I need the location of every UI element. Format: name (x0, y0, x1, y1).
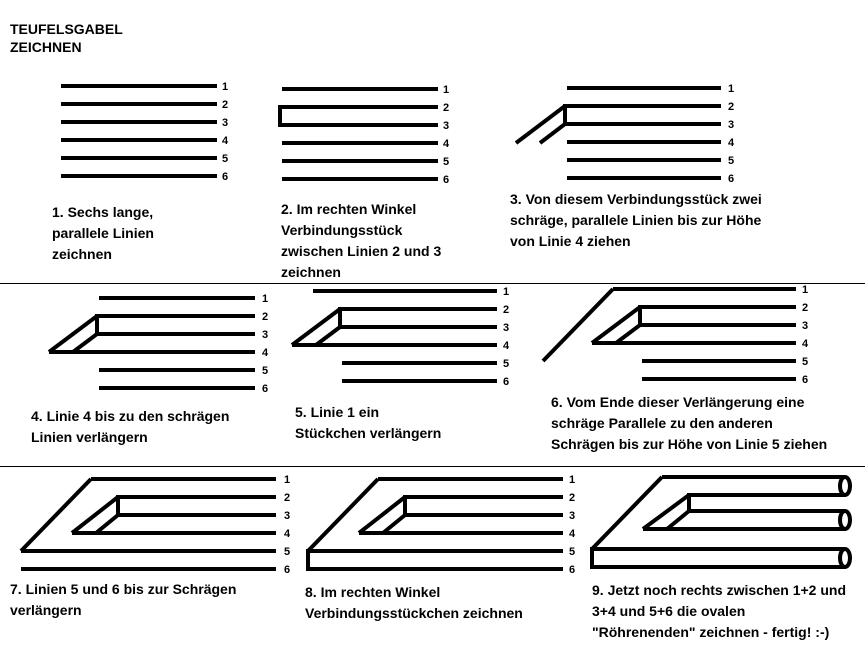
line-number-2: 2 (443, 102, 450, 114)
line-number-5: 5 (262, 365, 269, 377)
line-number-2: 2 (262, 311, 269, 323)
tube-end-upper (840, 477, 850, 495)
line-number-6: 6 (262, 383, 269, 395)
line-number-1: 1 (262, 293, 269, 305)
step-6-caption: 6. Vom Ende dieser Verlängerung eine schräge Parallele zu den anderen Schrägen bis zur Höhe von Linie 5 ziehen (551, 394, 828, 452)
line-number-5: 5 (569, 546, 576, 558)
line-number-3: 3 (284, 510, 291, 522)
line-number-5: 5 (728, 155, 735, 167)
line-number-1: 1 (443, 84, 450, 96)
line-number-1: 1 (503, 286, 510, 298)
line-number-3: 3 (503, 322, 510, 334)
step-9-caption: 9. Jetzt noch rechts zwischen 1+2 und 3+4 und 5+6 die ovalen "Röhrenenden" zeichnen - fertig! :-) (592, 582, 847, 640)
tube-end-middle (840, 511, 850, 529)
line-number-5: 5 (222, 153, 229, 165)
line-number-1: 1 (728, 83, 735, 95)
step-8-caption: 8. Im rechten Winkel Verbindungsstückchen zeichnen (305, 584, 523, 621)
line-number-6: 6 (569, 564, 576, 576)
step-2-caption: 2. Im rechten Winkel Verbindungsstück zwischen Linien 2 und 3 zeichnen (281, 201, 442, 280)
line-number-1: 1 (802, 284, 809, 296)
page-title: TEUFELSGABEL ZEICHNEN (10, 21, 123, 55)
line-number-4: 4 (569, 528, 576, 540)
line-number-2: 2 (284, 492, 291, 504)
line-number-3: 3 (262, 329, 269, 341)
line-number-4: 4 (503, 340, 510, 352)
line-number-4: 4 (222, 135, 229, 147)
line-number-4: 4 (728, 137, 735, 149)
line-number-2: 2 (503, 304, 510, 316)
step-5-caption: 5. Linie 1 ein Stückchen verlängern (295, 404, 442, 441)
line-number-4: 4 (802, 338, 809, 350)
line-number-3: 3 (443, 120, 450, 132)
line-number-3: 3 (222, 117, 229, 129)
line-number-3: 3 (728, 119, 735, 131)
line-number-5: 5 (443, 156, 450, 168)
line-number-6: 6 (728, 173, 735, 185)
line-number-4: 4 (443, 138, 450, 150)
line-number-1: 1 (569, 474, 576, 486)
line-number-6: 6 (443, 174, 450, 186)
line-number-5: 5 (284, 546, 291, 558)
step-7-caption: 7. Linien 5 und 6 bis zur Schrägen verlängern (10, 581, 237, 618)
line-number-6: 6 (503, 376, 510, 388)
line-number-2: 2 (802, 302, 809, 314)
step-1-caption: 1. Sechs lange, parallele Linien zeichnen (52, 204, 154, 262)
line-number-1: 1 (222, 81, 229, 93)
line-number-6: 6 (802, 374, 809, 386)
line-number-5: 5 (503, 358, 510, 370)
line-number-3: 3 (802, 320, 809, 332)
line-number-1: 1 (284, 474, 291, 486)
step-4-caption: 4. Linie 4 bis zu den schrägen Linien verlängern (31, 408, 230, 445)
line-number-5: 5 (802, 356, 809, 368)
step-3-caption: 3. Von diesem Verbindungsstück zwei schräge, parallele Linien bis zur Höhe von Linie 4 ziehen (510, 191, 762, 249)
line-number-2: 2 (222, 99, 229, 111)
line-number-4: 4 (262, 347, 269, 359)
line-number-3: 3 (569, 510, 576, 522)
line-number-2: 2 (728, 101, 735, 113)
line-number-4: 4 (284, 528, 291, 540)
line-number-2: 2 (569, 492, 576, 504)
line-number-6: 6 (284, 564, 291, 576)
line-number-6: 6 (222, 171, 229, 183)
tube-end-lower (840, 549, 850, 567)
